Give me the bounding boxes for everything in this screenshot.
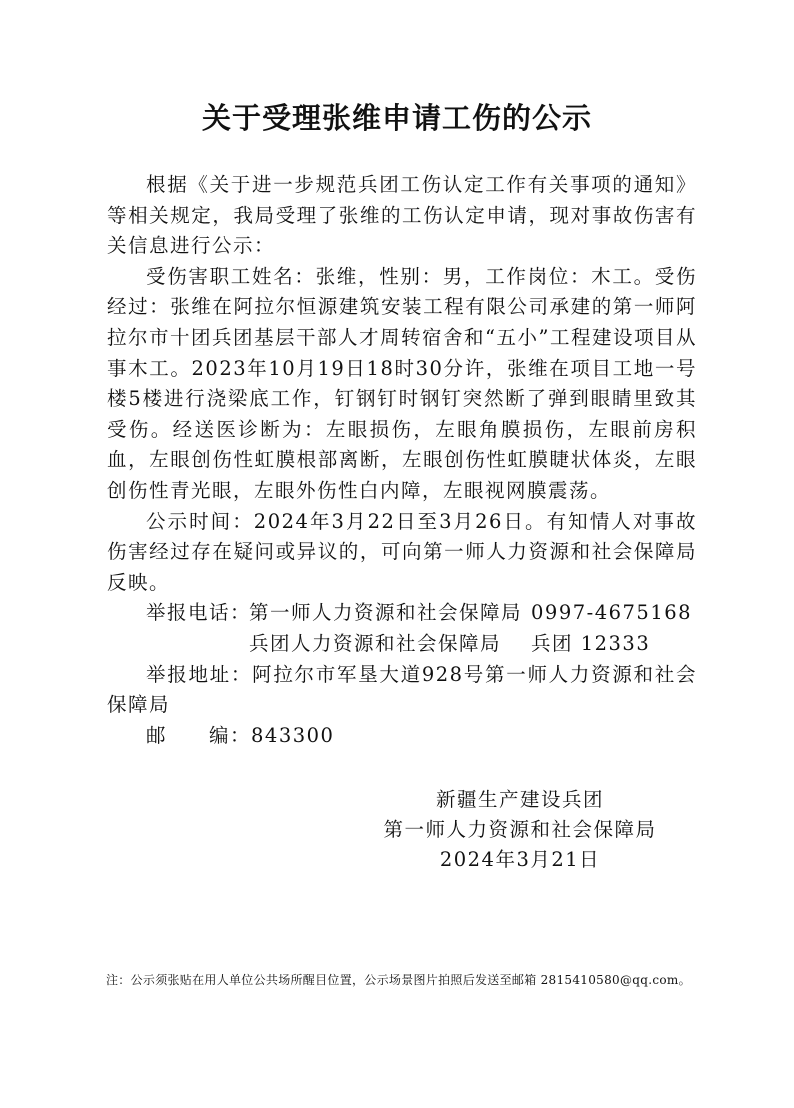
report-address-value: 阿拉尔市军垦大道928号第一师人力资源和社会保障局 [107,662,697,717]
report-address [107,660,697,721]
report-phone-org: 兵团人力资源和社会保障局 [249,631,502,655]
publicity-period-paragraph: 公示时间：2024年3月22日至3月26日。有知情人对事故伤害经过存在疑问或异议的，可向第一师人力资源和社会保障局反映。 [107,509,697,594]
report-phone-number: 0997-4675168 [531,601,693,625]
document-body [107,170,697,751]
intro-paragraph: 根据《关于进一步规范兵团工伤认定工作有关事项的通知》等相关规定，我局受理了张维的工伤认定申请，现对事故伤害有关信息进行公示： [107,173,697,258]
report-phone-org: 第一师人力资源和社会保障局 [249,601,523,625]
report-phone-label: 举报电话： [146,601,252,625]
report-phone-number: 兵团 12333 [531,631,651,655]
postcode-label: 邮 编： [146,723,252,747]
signature-org-2: 第一师人力资源和社会保障局 [383,818,657,841]
report-phone-row-2 [107,629,697,660]
signature-date: 2024年3月21日 [439,848,601,871]
signature-block [360,785,680,875]
document-title: 关于受理张维申请工伤的公示 [201,101,592,135]
postcode-value: 843300 [251,723,335,747]
report-phone-label-spacer [107,629,249,660]
footnote: 注：公示须张贴在用人单位公共场所醒目位置，公示场景图片拍照后发送至邮箱 2815410580@qq.com。 [106,973,691,987]
report-phone-row-1 [107,598,697,629]
injury-details-paragraph: 受伤害职工姓名：张维，性别：男，工作岗位：木工。受伤经过：张维在阿拉尔恒源建筑安装工程有限公司承建的第一师阿拉尔市十团兵团基层干部人才周转宿舍和“五小”工程建设项目从事木工。2023年10月19日18时30分许，张维在项目工地一号楼5楼进行浇梁底工作，钉钢钉时钢钉突然断了弹到眼睛里致其受伤。经送医诊断为：左眼损伤，左眼角膜损伤，左眼前房积血，左眼创伤性虹膜根部离断，左眼创伤性虹膜睫状体炎，左眼创伤性青光眼，左眼外伤性白内障，左眼视网膜震荡。 [107,264,697,502]
signature-org-1: 新疆生产建设兵团 [435,788,604,811]
report-address-label: 举报地址： [146,662,253,686]
postcode [107,721,697,752]
